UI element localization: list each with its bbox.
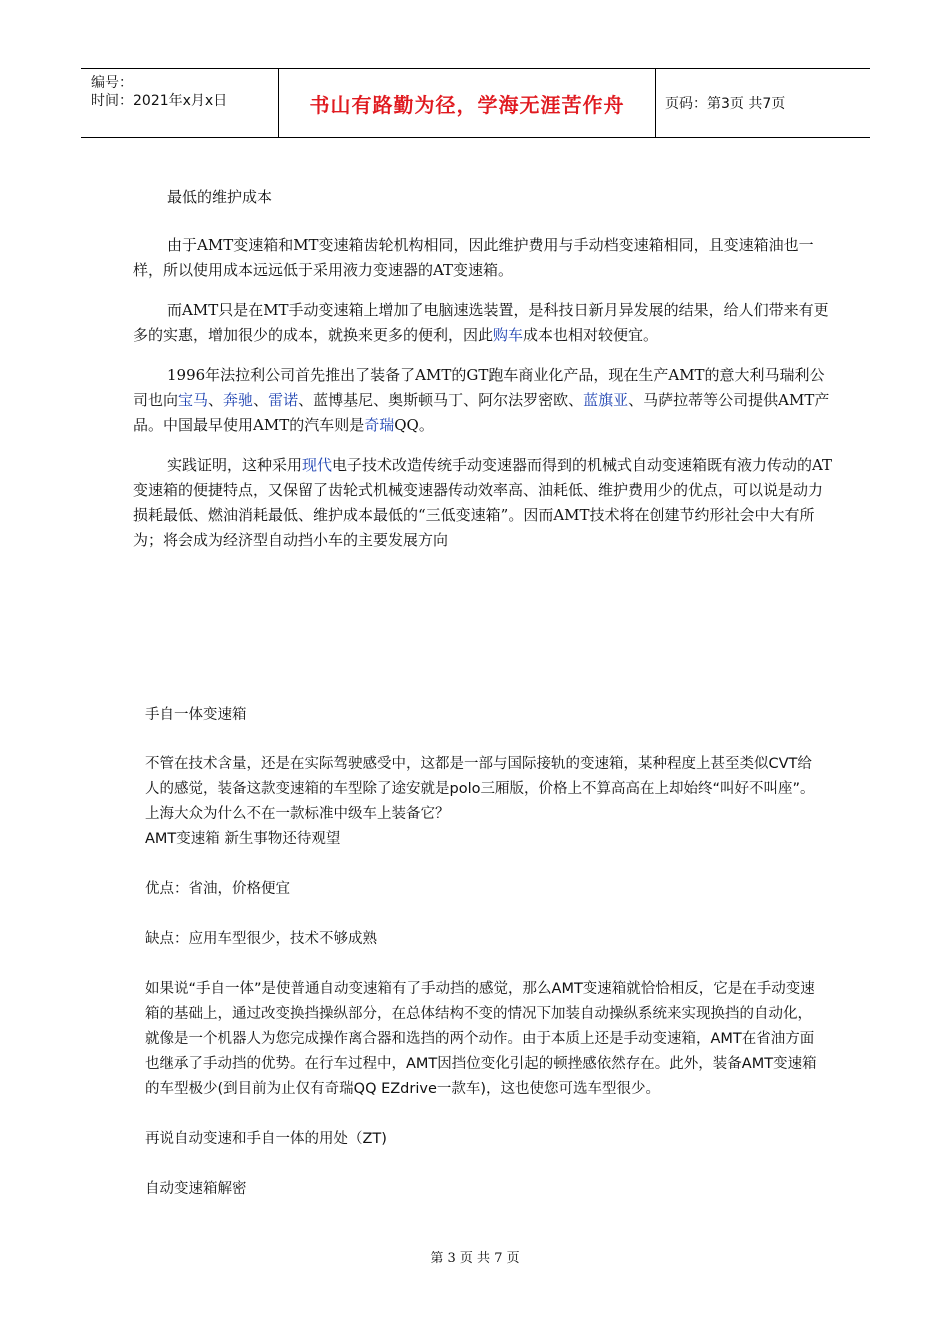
link-modern[interactable]: 现代 — [302, 456, 333, 474]
link-chery[interactable]: 奇瑞 — [364, 416, 395, 434]
link-renault[interactable]: 雷诺 — [268, 391, 299, 409]
paragraph: 实践证明，这种采用现代电子技术改造传统手动变速器而得到的机械式自动变速箱既有液力传动的AT变速箱的便捷特点，又保留了齿轮式机械变速器传动效率高、油耗低、维护费用少的优点，可以说是动力损耗最低、燃油消耗最低、维护成本最低的“三低变速箱”。因而AMT技术将在创建节约形社会中大有所为；将会成为经济型自动挡小车的主要发展方向 — [133, 456, 833, 549]
paragraph: 如果说“手自一体”是使普通自动变速箱有了手动挡的感觉，那么AMT变速箱就恰恰相反，它是在手动变速箱的基础上，通过改变换挡操纵部分，在总体结构不变的情况下加装自动操纵系统来实现换挡的自动化，就像是一个机器人为您完成操作离合器和选挡的两个动作。由于本质上还是手动变速箱，AMT在省油方面也继承了手动挡的优势。在行车过程中，AMT因挡位变化引起的顿挫感依然存在。此外，装备AMT变速箱的车型极少(到目前为止仅有奇瑞QQ EZdrive一款车)，这也使您可选车型很少。 — [145, 981, 817, 1097]
link-lancia[interactable]: 蓝旗亚 — [583, 391, 629, 409]
section-semi-auto — [145, 703, 825, 1202]
pros-line: 优点：省油，价格便宜 — [145, 881, 290, 897]
link-benz[interactable]: 奔驰 — [223, 391, 254, 409]
paragraph: 1996年法拉利公司首先推出了装备了AMT的GT跑车商业化产品，现在生产AMT的意大利马瑞利公司也向宝马、奔驰、雷诺、蓝博基尼、奥斯顿马丁、阿尔法罗密欧、蓝旗亚、马萨拉蒂等公司提供AMT产品。中国最早使用AMT的汽车则是奇瑞QQ。 — [133, 366, 830, 434]
header-motto-cell — [279, 69, 656, 137]
page-header — [81, 68, 870, 138]
cons-line: 缺点：应用车型很少，技术不够成熟 — [145, 931, 377, 947]
header-info-cell — [81, 69, 279, 137]
paragraph: 不管在技术含量，还是在实际驾驶感受中，这都是一部与国际接轨的变速箱，某种程度上甚至类似CVT给人的感觉，装备这款变速箱的车型除了途安就是polo三厢版，价格上不算高高在上却始终“叫好不叫座”。上海大众为什么不在一款标准中级车上装备它？ — [145, 756, 815, 822]
section-heading: 最低的维护成本 — [167, 188, 273, 206]
link-bmw[interactable]: 宝马 — [178, 391, 209, 409]
header-page-cell — [655, 69, 870, 137]
page-footer: 第 3 页 共 7 页 — [430, 1251, 520, 1266]
paragraph: 由于AMT变速箱和MT变速箱齿轮机构相同，因此维护费用与手动档变速箱相同，且变速箱油也一样，所以使用成本远远低于采用液力变速器的AT变速箱。 — [133, 236, 814, 279]
section-maintenance — [133, 185, 833, 553]
header-motto: 书山有路勤为径，学海无涯苦作舟 — [309, 92, 625, 117]
doc-number-label: 编号： — [91, 75, 133, 91]
paragraph: 再说自动变速和手自一体的用处（ZT) — [145, 1131, 387, 1147]
paragraph: AMT变速箱 新生事物还待观望 — [145, 831, 341, 847]
section-heading: 手自一体变速箱 — [145, 707, 247, 723]
link-buy-car[interactable]: 购车 — [493, 326, 524, 344]
doc-date-label: 时间：2021年x月x日 — [91, 93, 228, 109]
paragraph: 而AMT只是在MT手动变速箱上增加了电脑速选装置，是科技日新月异发展的结果，给人们带来有更多的实惠，增加很少的成本，就换来更多的便利，因此购车成本也相对较便宜。 — [133, 301, 829, 344]
paragraph: 自动变速箱解密 — [145, 1181, 247, 1197]
header-page-number: 页码：第3页 共7页 — [665, 96, 786, 112]
